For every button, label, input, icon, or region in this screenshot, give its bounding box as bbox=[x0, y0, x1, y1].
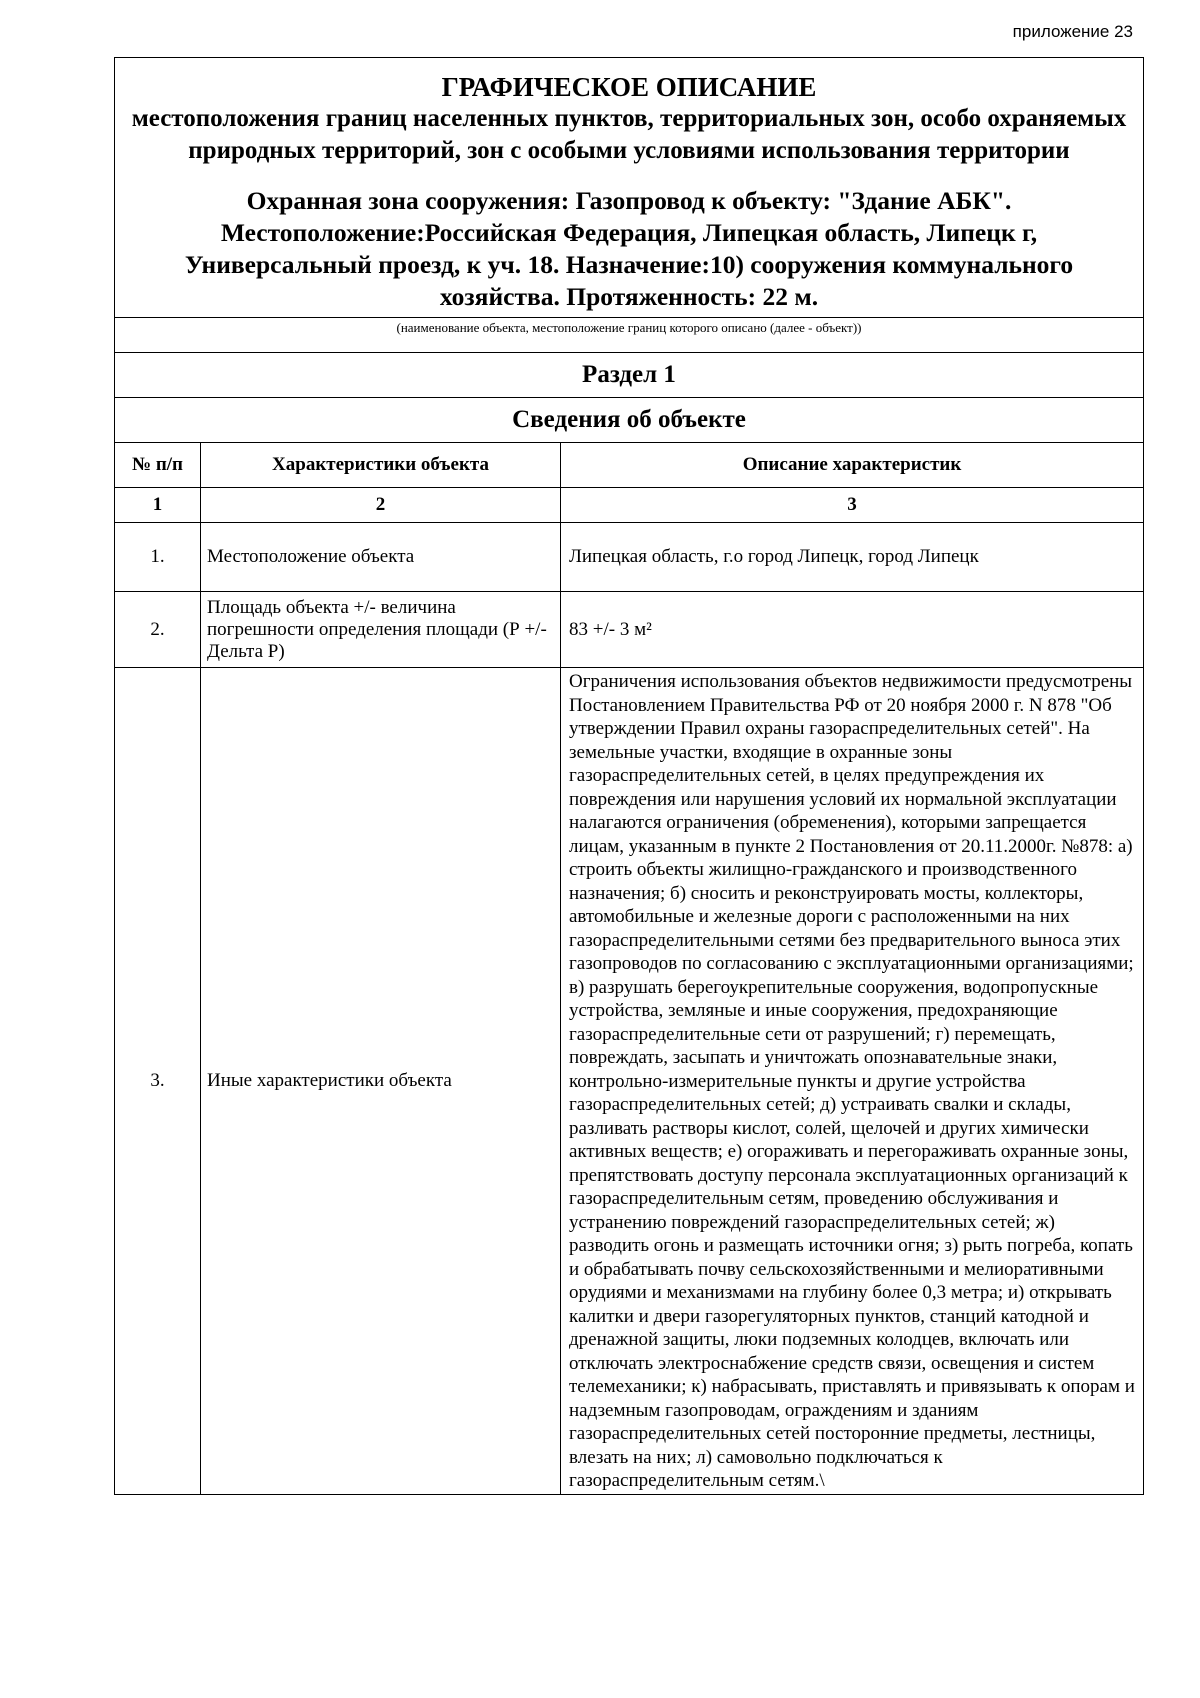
document-subtitle: местоположения границ населенных пунктов, территориальных зон, особо охраняемых природных территорий, зон с особыми условиями использования территории bbox=[131, 105, 1127, 164]
row-description: Липецкая область, г.о город Липецк, город Липецк bbox=[561, 523, 1144, 592]
column-number: 2 bbox=[201, 488, 561, 523]
table-row bbox=[115, 523, 1143, 592]
row-description: 83 +/- 3 м² bbox=[561, 592, 1144, 668]
table-header-row bbox=[115, 443, 1143, 488]
section-subtitle: Сведения об объекте bbox=[115, 397, 1143, 442]
table-row bbox=[115, 668, 1143, 1494]
document-frame bbox=[114, 57, 1144, 1495]
row-characteristic: Местоположение объекта bbox=[201, 523, 561, 592]
header-block bbox=[115, 58, 1143, 317]
document-title: ГРАФИЧЕСКОЕ ОПИСАНИЕ bbox=[441, 72, 817, 102]
row-number: 3. bbox=[115, 668, 201, 1494]
column-number: 1 bbox=[115, 488, 201, 523]
object-info-table bbox=[115, 442, 1143, 1494]
object-caption: (наименование объекта, местоположение границ которого описано (далее - объект)) bbox=[115, 317, 1143, 352]
row-description: Ограничения использования объектов недвижимости предусмотрены Постановлением Правительства РФ от 20 ноября 2000 г. N 878 "Об утверждении Правил охраны газораспределительных сетей". На земельные участки, входящие в охранные зоны газораспределительных сетей, в целях предупреждения их повреждения или нарушения условий их нормальной эксплуатации налагаются ограничения (обременения), которыми запрещается лицам, указанным в пункте 2 Постановления от 20.11.2000г. №878: а) строить объекты жилищно-гражданского и производственного назначения; б) сносить и реконструировать мосты, коллекторы, автомобильные и железные дороги с расположенными на них газораспределительными сетями без предварительного выноса этих газопроводов по согласованию с эксплуатационными организациями; в) разрушать берегоукрепительные сооружения, водопропускные устройства, земляные и иные сооружения, предохраняющие газораспределительные сети от разрушений; г) перемещать, повреждать, засыпать и уничтожать опознавательные знаки, контрольно-измерительные пункты и другие устройства газораспределительных сетей; д) устраивать свалки и склады, разливать растворы кислот, солей, щелочей и других химически активных веществ; е) огораживать и перегораживать охранные зоны, препятствовать доступу персонала эксплуатационных организаций к газораспределительным сетям, проведению обслуживания и устранению повреждений газораспределительных сетей; ж) разводить огонь и размещать источники огня; з) рыть погреба, копать и обрабатывать почву сельскохозяйственными и мелиоративными орудиями и механизмами на глубину более 0,3 метра; и) открывать калитки и двери газорегуляторных пунктов, станций катодной и дренажной защиты, люки подземных колодцев, включать или отключать электроснабжение средств связи, освещения и систем телемеханики; к) набрасывать, приставлять и привязывать к опорам и надземным газопроводам, ограждениям и зданиям газораспределительных сетей посторонние предметы, лестницы, влезать на них; л) самовольно подключаться к газораспределительным сетям.\ bbox=[561, 668, 1144, 1494]
header-num: № п/п bbox=[115, 443, 201, 488]
column-number: 3 bbox=[561, 488, 1144, 523]
appendix-label: приложение 23 bbox=[1012, 22, 1133, 41]
object-name: Охранная зона сооружения: Газопровод к объекту: "Здание АБК". Местоположение:Российская Федерация, Липецкая область, Липецк г, Универсальный проезд, к уч. 18. Назначение:10) сооружения коммунального хозяйства. Протяженность: 22 м. bbox=[184, 186, 1074, 311]
row-number: 2. bbox=[115, 592, 201, 668]
row-characteristic: Иные характеристики объекта bbox=[201, 668, 561, 1494]
row-number: 1. bbox=[115, 523, 201, 592]
header-description: Описание характеристик bbox=[561, 443, 1144, 488]
row-characteristic: Площадь объекта +/- величина погрешности определения площади (Р +/- Дельта Р) bbox=[201, 592, 561, 668]
header-characteristic: Характеристики объекта bbox=[201, 443, 561, 488]
table-row bbox=[115, 592, 1143, 668]
section-title: Раздел 1 bbox=[115, 352, 1143, 397]
column-number-row bbox=[115, 488, 1143, 523]
